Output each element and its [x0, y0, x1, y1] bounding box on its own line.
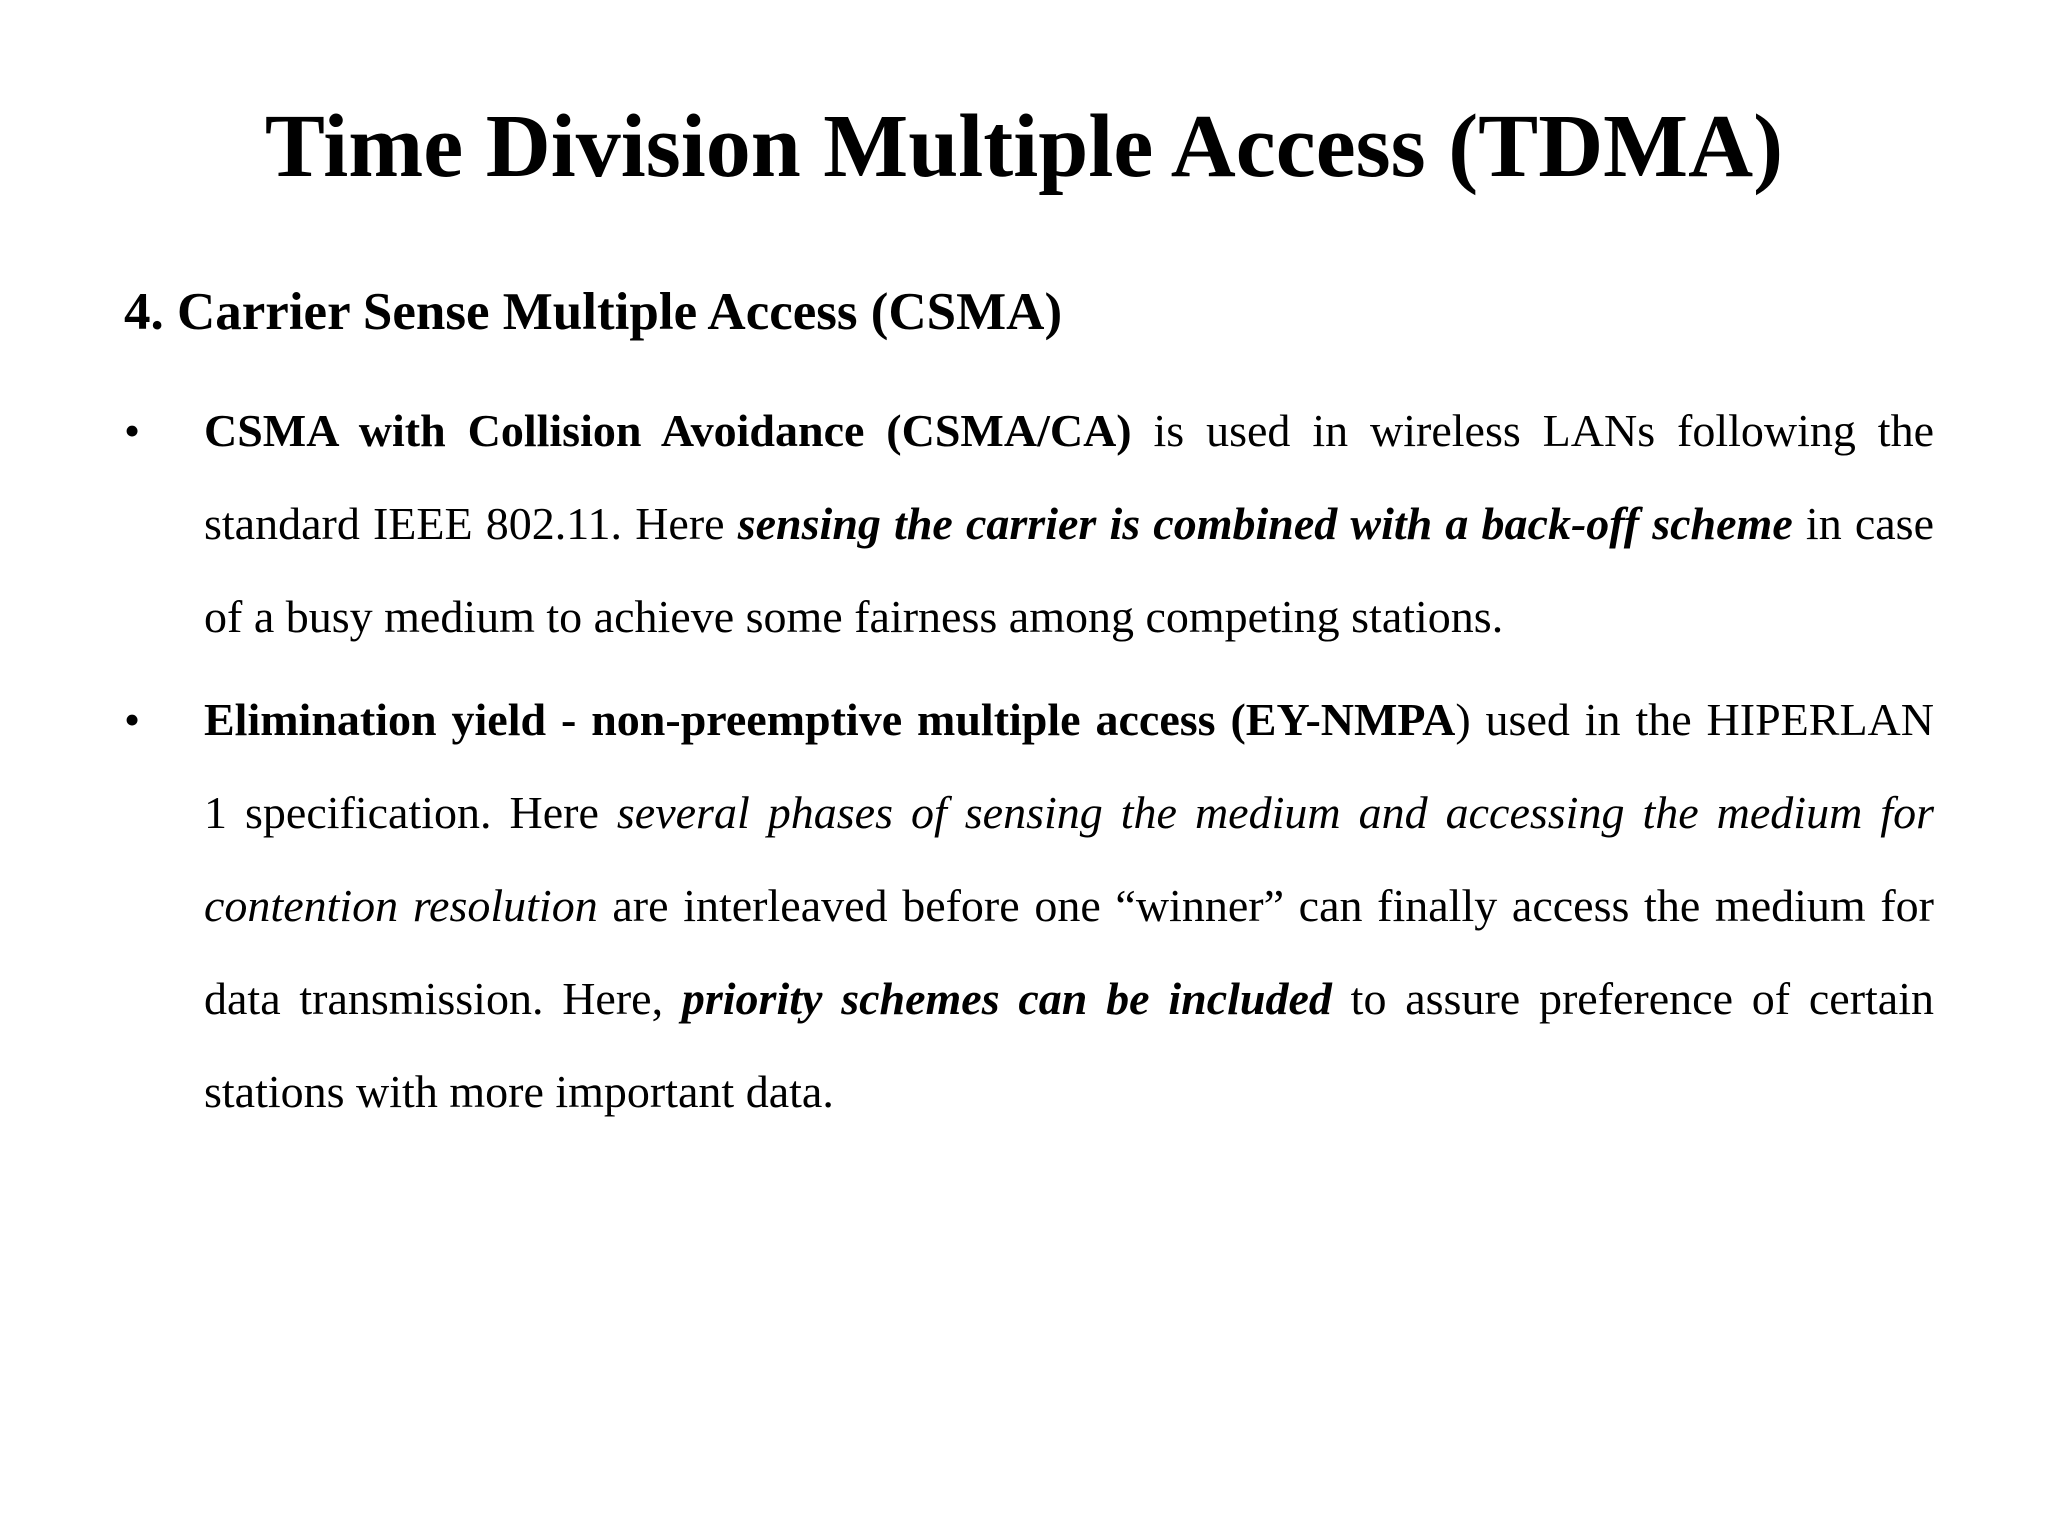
bullet-dot: • — [124, 694, 141, 745]
bullet-list — [124, 384, 1934, 1148]
term-ey-nmpa: Elimination yield - non-preemptive multiple access (EY-NMPA — [204, 694, 1456, 745]
italic-segment: several phases of sensing the medium and accessing the medium for contention resolution — [204, 787, 1934, 931]
text-segment: ) used in the HIPERLAN 1 specification. Here — [204, 694, 1934, 838]
emphasis-segment: sensing the carrier is combined with a back-off scheme — [737, 498, 1793, 549]
text-segment: in case of a busy medium to achieve some fairness among competing stations. — [204, 498, 1935, 642]
slide-title: Time Division Multiple Access (TDMA) — [264, 97, 1784, 196]
bullet-item-csma-ca — [124, 384, 1934, 663]
bullet-text — [204, 384, 1934, 663]
bullet-item-ey-nmpa — [124, 673, 1934, 1138]
text-segment: is used in wireless LANs following the standard IEEE 802.11. Here — [204, 405, 1934, 549]
section-heading: 4. Carrier Sense Multiple Access (CSMA) — [124, 283, 1063, 341]
text-segment: are interleaved before one “winner” can finally access the medium for data transmission. Here, — [204, 880, 1934, 1024]
term-csma-ca: CSMA with Collision Avoidance (CSMA/CA) — [204, 405, 1132, 456]
text-segment: to assure preference of certain stations with more important data. — [204, 973, 1934, 1117]
emphasis-segment: priority schemes can be included — [681, 973, 1332, 1024]
bullet-dot: • — [124, 405, 141, 456]
bullet-text — [204, 673, 1934, 1138]
